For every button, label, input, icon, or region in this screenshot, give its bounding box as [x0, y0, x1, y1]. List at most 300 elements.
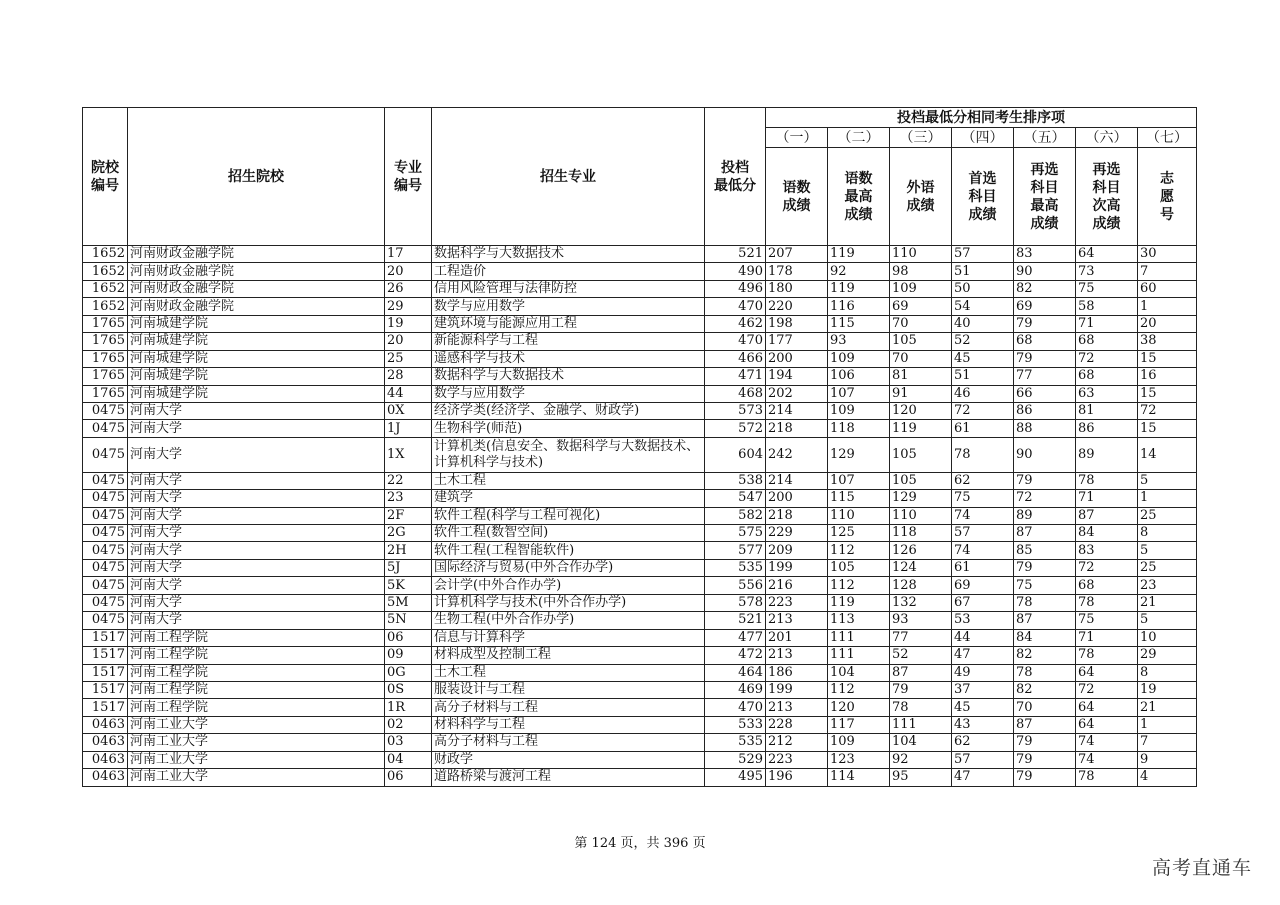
cell-major-code: 02	[385, 716, 432, 733]
cell-score-4: 46	[952, 385, 1014, 402]
cell-score-6: 64	[1076, 716, 1138, 733]
cell-major-name: 工程造价	[432, 263, 705, 280]
cell-min-score: 490	[705, 263, 766, 280]
cell-school-name: 河南大学	[128, 420, 385, 437]
cell-score-6: 68	[1076, 368, 1138, 385]
cell-major-name: 国际经济与贸易(中外合作办学)	[432, 559, 705, 576]
cell-score-2: 112	[828, 681, 890, 698]
cell-score-7: 60	[1138, 280, 1197, 297]
cell-score-6: 75	[1076, 612, 1138, 629]
cell-score-4: 74	[952, 507, 1014, 524]
cell-score-3: 109	[890, 280, 952, 297]
cell-school-code: 0475	[83, 577, 128, 594]
cell-major-code: 23	[385, 490, 432, 507]
cell-score-6: 64	[1076, 664, 1138, 681]
cell-score-1: 218	[766, 420, 828, 437]
cell-score-5: 88	[1014, 420, 1076, 437]
cell-school-code: 1652	[83, 280, 128, 297]
cell-score-7: 7	[1138, 263, 1197, 280]
cell-major-code: 06	[385, 769, 432, 786]
cell-score-1: 196	[766, 769, 828, 786]
cell-score-3: 98	[890, 263, 952, 280]
cell-score-2: 115	[828, 315, 890, 332]
cell-score-5: 77	[1014, 368, 1076, 385]
cell-score-3: 119	[890, 420, 952, 437]
table-row	[83, 699, 1197, 716]
cell-major-name: 软件工程(数智空间)	[432, 525, 705, 542]
header-order-7: （七）	[1138, 128, 1197, 148]
cell-score-1: 199	[766, 559, 828, 576]
cell-score-4: 61	[952, 559, 1014, 576]
table-row	[83, 350, 1197, 367]
cell-score-1: 214	[766, 402, 828, 419]
cell-score-5: 78	[1014, 594, 1076, 611]
cell-score-4: 45	[952, 350, 1014, 367]
cell-score-4: 72	[952, 402, 1014, 419]
cell-score-1: 200	[766, 490, 828, 507]
header-subcol-2: 语数 最高 成绩	[828, 148, 890, 246]
cell-score-5: 66	[1014, 385, 1076, 402]
cell-score-7: 16	[1138, 368, 1197, 385]
cell-score-7: 10	[1138, 629, 1197, 646]
cell-score-3: 95	[890, 769, 952, 786]
cell-score-7: 1	[1138, 716, 1197, 733]
header-subcol-5: 再选 科目 最高 成绩	[1014, 148, 1076, 246]
header-subcol-7: 志 愿 号	[1138, 148, 1197, 246]
cell-score-6: 68	[1076, 577, 1138, 594]
cell-score-4: 47	[952, 647, 1014, 664]
cell-min-score: 470	[705, 333, 766, 350]
cell-score-6: 78	[1076, 472, 1138, 489]
table-row	[83, 751, 1197, 768]
cell-score-6: 89	[1076, 437, 1138, 472]
cell-score-1: 202	[766, 385, 828, 402]
cell-school-name: 河南城建学院	[128, 385, 385, 402]
cell-score-7: 7	[1138, 734, 1197, 751]
cell-score-5: 89	[1014, 507, 1076, 524]
table-header	[83, 108, 1197, 246]
cell-score-5: 72	[1014, 490, 1076, 507]
table-row	[83, 716, 1197, 733]
cell-major-name: 土木工程	[432, 472, 705, 489]
cell-major-code: 1X	[385, 437, 432, 472]
table-row	[83, 333, 1197, 350]
cell-min-score: 472	[705, 647, 766, 664]
cell-score-2: 109	[828, 350, 890, 367]
cell-major-code: 19	[385, 315, 432, 332]
cell-score-5: 69	[1014, 298, 1076, 315]
cell-min-score: 466	[705, 350, 766, 367]
cell-score-4: 62	[952, 472, 1014, 489]
cell-major-code: 20	[385, 263, 432, 280]
cell-school-name: 河南城建学院	[128, 368, 385, 385]
cell-major-name: 遥感科学与技术	[432, 350, 705, 367]
cell-score-3: 52	[890, 647, 952, 664]
cell-score-7: 72	[1138, 402, 1197, 419]
cell-school-code: 0475	[83, 559, 128, 576]
cell-score-5: 87	[1014, 612, 1076, 629]
cell-score-7: 15	[1138, 420, 1197, 437]
cell-score-3: 87	[890, 664, 952, 681]
cell-school-name: 河南工业大学	[128, 751, 385, 768]
cell-major-code: 1J	[385, 420, 432, 437]
cell-score-7: 5	[1138, 612, 1197, 629]
cell-score-7: 29	[1138, 647, 1197, 664]
cell-major-code: 09	[385, 647, 432, 664]
cell-school-name: 河南大学	[128, 507, 385, 524]
cell-score-6: 78	[1076, 769, 1138, 786]
cell-min-score: 477	[705, 629, 766, 646]
cell-score-1: 229	[766, 525, 828, 542]
cell-min-score: 495	[705, 769, 766, 786]
cell-school-code: 1652	[83, 298, 128, 315]
cell-score-5: 79	[1014, 751, 1076, 768]
table-row	[83, 472, 1197, 489]
cell-score-2: 119	[828, 594, 890, 611]
cell-score-1: 177	[766, 333, 828, 350]
cell-school-name: 河南财政金融学院	[128, 280, 385, 297]
cell-school-name: 河南财政金融学院	[128, 298, 385, 315]
cell-score-1: 213	[766, 647, 828, 664]
cell-major-code: 25	[385, 350, 432, 367]
cell-score-4: 45	[952, 699, 1014, 716]
cell-major-name: 生物科学(师范)	[432, 420, 705, 437]
cell-score-1: 218	[766, 507, 828, 524]
cell-score-2: 110	[828, 507, 890, 524]
cell-school-code: 1765	[83, 315, 128, 332]
cell-score-5: 78	[1014, 664, 1076, 681]
table-row	[83, 246, 1197, 263]
header-order-6: （六）	[1076, 128, 1138, 148]
cell-score-4: 57	[952, 751, 1014, 768]
cell-major-name: 信息与计算科学	[432, 629, 705, 646]
header-order-1: （一）	[766, 128, 828, 148]
cell-score-6: 86	[1076, 420, 1138, 437]
table-row	[83, 368, 1197, 385]
cell-min-score: 464	[705, 664, 766, 681]
cell-school-code: 1765	[83, 368, 128, 385]
cell-score-3: 124	[890, 559, 952, 576]
cell-score-5: 79	[1014, 472, 1076, 489]
cell-score-4: 61	[952, 420, 1014, 437]
cell-score-5: 82	[1014, 280, 1076, 297]
cell-score-2: 105	[828, 559, 890, 576]
cell-score-5: 86	[1014, 402, 1076, 419]
cell-score-3: 81	[890, 368, 952, 385]
cell-score-7: 5	[1138, 472, 1197, 489]
cell-score-6: 87	[1076, 507, 1138, 524]
watermark-text: 高考直通车	[1151, 857, 1252, 879]
table-row	[83, 629, 1197, 646]
cell-major-code: 5K	[385, 577, 432, 594]
cell-major-code: 22	[385, 472, 432, 489]
table-row	[83, 420, 1197, 437]
cell-school-name: 河南工业大学	[128, 769, 385, 786]
cell-score-6: 72	[1076, 681, 1138, 698]
cell-score-1: 216	[766, 577, 828, 594]
cell-school-code: 0475	[83, 420, 128, 437]
cell-school-name: 河南工程学院	[128, 629, 385, 646]
cell-score-4: 74	[952, 542, 1014, 559]
cell-school-code: 0463	[83, 734, 128, 751]
cell-score-3: 105	[890, 333, 952, 350]
cell-score-1: 242	[766, 437, 828, 472]
cell-score-3: 93	[890, 612, 952, 629]
cell-score-6: 71	[1076, 490, 1138, 507]
cell-score-3: 132	[890, 594, 952, 611]
cell-score-2: 129	[828, 437, 890, 472]
cell-major-code: 06	[385, 629, 432, 646]
cell-major-code: 29	[385, 298, 432, 315]
cell-school-code: 0475	[83, 437, 128, 472]
cell-score-2: 104	[828, 664, 890, 681]
cell-score-7: 30	[1138, 246, 1197, 263]
cell-score-1: 201	[766, 629, 828, 646]
cell-score-4: 47	[952, 769, 1014, 786]
cell-major-code: 2G	[385, 525, 432, 542]
cell-major-code: 28	[385, 368, 432, 385]
cell-score-2: 109	[828, 734, 890, 751]
cell-score-6: 78	[1076, 647, 1138, 664]
cell-school-name: 河南工程学院	[128, 664, 385, 681]
cell-score-6: 84	[1076, 525, 1138, 542]
cell-score-1: 223	[766, 594, 828, 611]
table-row	[83, 594, 1197, 611]
cell-score-3: 79	[890, 681, 952, 698]
cell-school-name: 河南大学	[128, 490, 385, 507]
cell-major-name: 经济学类(经济学、金融学、财政学)	[432, 402, 705, 419]
cell-major-code: 5M	[385, 594, 432, 611]
cell-min-score: 533	[705, 716, 766, 733]
cell-score-2: 118	[828, 420, 890, 437]
cell-score-6: 73	[1076, 263, 1138, 280]
cell-score-4: 50	[952, 280, 1014, 297]
cell-min-score: 468	[705, 385, 766, 402]
cell-major-name: 计算机类(信息安全、数据科学与大数据技术、计算机科学与技术)	[432, 437, 705, 472]
cell-score-7: 15	[1138, 350, 1197, 367]
cell-major-name: 新能源科学与工程	[432, 333, 705, 350]
cell-school-code: 0475	[83, 490, 128, 507]
cell-school-name: 河南大学	[128, 612, 385, 629]
cell-score-7: 19	[1138, 681, 1197, 698]
cell-score-7: 25	[1138, 559, 1197, 576]
cell-score-2: 111	[828, 629, 890, 646]
cell-score-1: 228	[766, 716, 828, 733]
cell-major-code: 44	[385, 385, 432, 402]
table-row	[83, 437, 1197, 472]
cell-score-3: 105	[890, 437, 952, 472]
cell-major-name: 信用风险管理与法律防控	[432, 280, 705, 297]
header-min-score: 投档 最低分	[705, 108, 766, 246]
cell-school-code: 1517	[83, 647, 128, 664]
cell-score-2: 111	[828, 647, 890, 664]
cell-major-code: 03	[385, 734, 432, 751]
cell-school-code: 0463	[83, 751, 128, 768]
cell-score-3: 70	[890, 350, 952, 367]
table-row	[83, 542, 1197, 559]
cell-min-score: 529	[705, 751, 766, 768]
header-order-4: （四）	[952, 128, 1014, 148]
cell-school-name: 河南大学	[128, 577, 385, 594]
cell-major-name: 软件工程(科学与工程可视化)	[432, 507, 705, 524]
cell-min-score: 535	[705, 734, 766, 751]
cell-score-3: 126	[890, 542, 952, 559]
cell-score-5: 87	[1014, 716, 1076, 733]
cell-score-6: 71	[1076, 315, 1138, 332]
cell-score-5: 83	[1014, 246, 1076, 263]
cell-score-4: 44	[952, 629, 1014, 646]
cell-score-3: 118	[890, 525, 952, 542]
cell-score-2: 107	[828, 472, 890, 489]
cell-score-7: 25	[1138, 507, 1197, 524]
cell-score-1: 223	[766, 751, 828, 768]
header-major-code: 专业 编号	[385, 108, 432, 246]
cell-score-5: 79	[1014, 769, 1076, 786]
cell-school-code: 0475	[83, 542, 128, 559]
cell-score-7: 20	[1138, 315, 1197, 332]
cell-score-7: 9	[1138, 751, 1197, 768]
table-row	[83, 507, 1197, 524]
cell-score-1: 194	[766, 368, 828, 385]
table-row	[83, 559, 1197, 576]
cell-school-code: 1765	[83, 385, 128, 402]
cell-score-1: 213	[766, 612, 828, 629]
table-row	[83, 280, 1197, 297]
cell-major-code: 5J	[385, 559, 432, 576]
cell-score-6: 68	[1076, 333, 1138, 350]
cell-major-code: 04	[385, 751, 432, 768]
cell-score-6: 81	[1076, 402, 1138, 419]
header-order-5: （五）	[1014, 128, 1076, 148]
cell-score-5: 87	[1014, 525, 1076, 542]
cell-major-name: 材料成型及控制工程	[432, 647, 705, 664]
header-order-3: （三）	[890, 128, 952, 148]
cell-score-3: 70	[890, 315, 952, 332]
cell-score-6: 72	[1076, 350, 1138, 367]
cell-score-3: 110	[890, 507, 952, 524]
cell-score-2: 112	[828, 542, 890, 559]
cell-school-code: 0475	[83, 594, 128, 611]
cell-score-2: 106	[828, 368, 890, 385]
table-row	[83, 315, 1197, 332]
table-body	[83, 246, 1197, 787]
cell-school-code: 1517	[83, 681, 128, 698]
cell-score-7: 8	[1138, 525, 1197, 542]
header-subcol-4: 首选 科目 成绩	[952, 148, 1014, 246]
cell-school-name: 河南城建学院	[128, 350, 385, 367]
cell-school-code: 0475	[83, 525, 128, 542]
header-school-code: 院校 编号	[83, 108, 128, 246]
cell-score-6: 64	[1076, 246, 1138, 263]
cell-school-code: 0475	[83, 402, 128, 419]
cell-score-6: 58	[1076, 298, 1138, 315]
cell-min-score: 535	[705, 559, 766, 576]
cell-major-name: 土木工程	[432, 664, 705, 681]
cell-school-code: 0475	[83, 612, 128, 629]
cell-major-name: 高分子材料与工程	[432, 734, 705, 751]
table-row	[83, 577, 1197, 594]
cell-major-name: 计算机科学与技术(中外合作办学)	[432, 594, 705, 611]
cell-school-code: 0475	[83, 472, 128, 489]
header-subcol-1: 语数 成绩	[766, 148, 828, 246]
cell-min-score: 604	[705, 437, 766, 472]
cell-school-code: 1517	[83, 629, 128, 646]
cell-min-score: 469	[705, 681, 766, 698]
cell-score-3: 120	[890, 402, 952, 419]
cell-min-score: 462	[705, 315, 766, 332]
cell-score-5: 84	[1014, 629, 1076, 646]
cell-score-6: 72	[1076, 559, 1138, 576]
cell-major-name: 会计学(中外合作办学)	[432, 577, 705, 594]
cell-score-6: 71	[1076, 629, 1138, 646]
cell-min-score: 521	[705, 612, 766, 629]
cell-score-3: 92	[890, 751, 952, 768]
cell-score-1: 220	[766, 298, 828, 315]
cell-score-7: 1	[1138, 490, 1197, 507]
cell-score-5: 85	[1014, 542, 1076, 559]
header-subcol-3: 外语 成绩	[890, 148, 952, 246]
cell-score-5: 90	[1014, 263, 1076, 280]
cell-score-7: 1	[1138, 298, 1197, 315]
cell-score-3: 77	[890, 629, 952, 646]
cell-score-7: 21	[1138, 594, 1197, 611]
cell-major-name: 材料科学与工程	[432, 716, 705, 733]
cell-major-name: 数据科学与大数据技术	[432, 246, 705, 263]
cell-score-6: 83	[1076, 542, 1138, 559]
cell-score-7: 4	[1138, 769, 1197, 786]
cell-major-name: 数学与应用数学	[432, 385, 705, 402]
table-row	[83, 402, 1197, 419]
cell-score-6: 64	[1076, 699, 1138, 716]
cell-score-1: 214	[766, 472, 828, 489]
cell-score-1: 213	[766, 699, 828, 716]
cell-score-5: 82	[1014, 681, 1076, 698]
cell-score-3: 91	[890, 385, 952, 402]
cell-score-1: 178	[766, 263, 828, 280]
cell-score-2: 113	[828, 612, 890, 629]
cell-school-name: 河南大学	[128, 402, 385, 419]
cell-school-name: 河南大学	[128, 559, 385, 576]
cell-school-code: 0475	[83, 507, 128, 524]
table-row	[83, 298, 1197, 315]
table-row	[83, 647, 1197, 664]
cell-score-1: 207	[766, 246, 828, 263]
cell-school-code: 1517	[83, 699, 128, 716]
cell-score-2: 120	[828, 699, 890, 716]
cell-score-2: 123	[828, 751, 890, 768]
cell-school-name: 河南工程学院	[128, 699, 385, 716]
cell-major-name: 财政学	[432, 751, 705, 768]
cell-score-2: 114	[828, 769, 890, 786]
cell-min-score: 573	[705, 402, 766, 419]
cell-school-code: 1517	[83, 664, 128, 681]
cell-score-3: 104	[890, 734, 952, 751]
cell-score-4: 52	[952, 333, 1014, 350]
header-major-name: 招生专业	[432, 108, 705, 246]
cell-score-4: 67	[952, 594, 1014, 611]
cell-school-name: 河南工业大学	[128, 716, 385, 733]
cell-score-2: 115	[828, 490, 890, 507]
cell-school-code: 1765	[83, 350, 128, 367]
cell-major-name: 数学与应用数学	[432, 298, 705, 315]
cell-score-6: 74	[1076, 751, 1138, 768]
cell-score-4: 62	[952, 734, 1014, 751]
cell-min-score: 496	[705, 280, 766, 297]
cell-major-name: 建筑环境与能源应用工程	[432, 315, 705, 332]
cell-score-3: 128	[890, 577, 952, 594]
cell-school-name: 河南城建学院	[128, 315, 385, 332]
cell-min-score: 582	[705, 507, 766, 524]
